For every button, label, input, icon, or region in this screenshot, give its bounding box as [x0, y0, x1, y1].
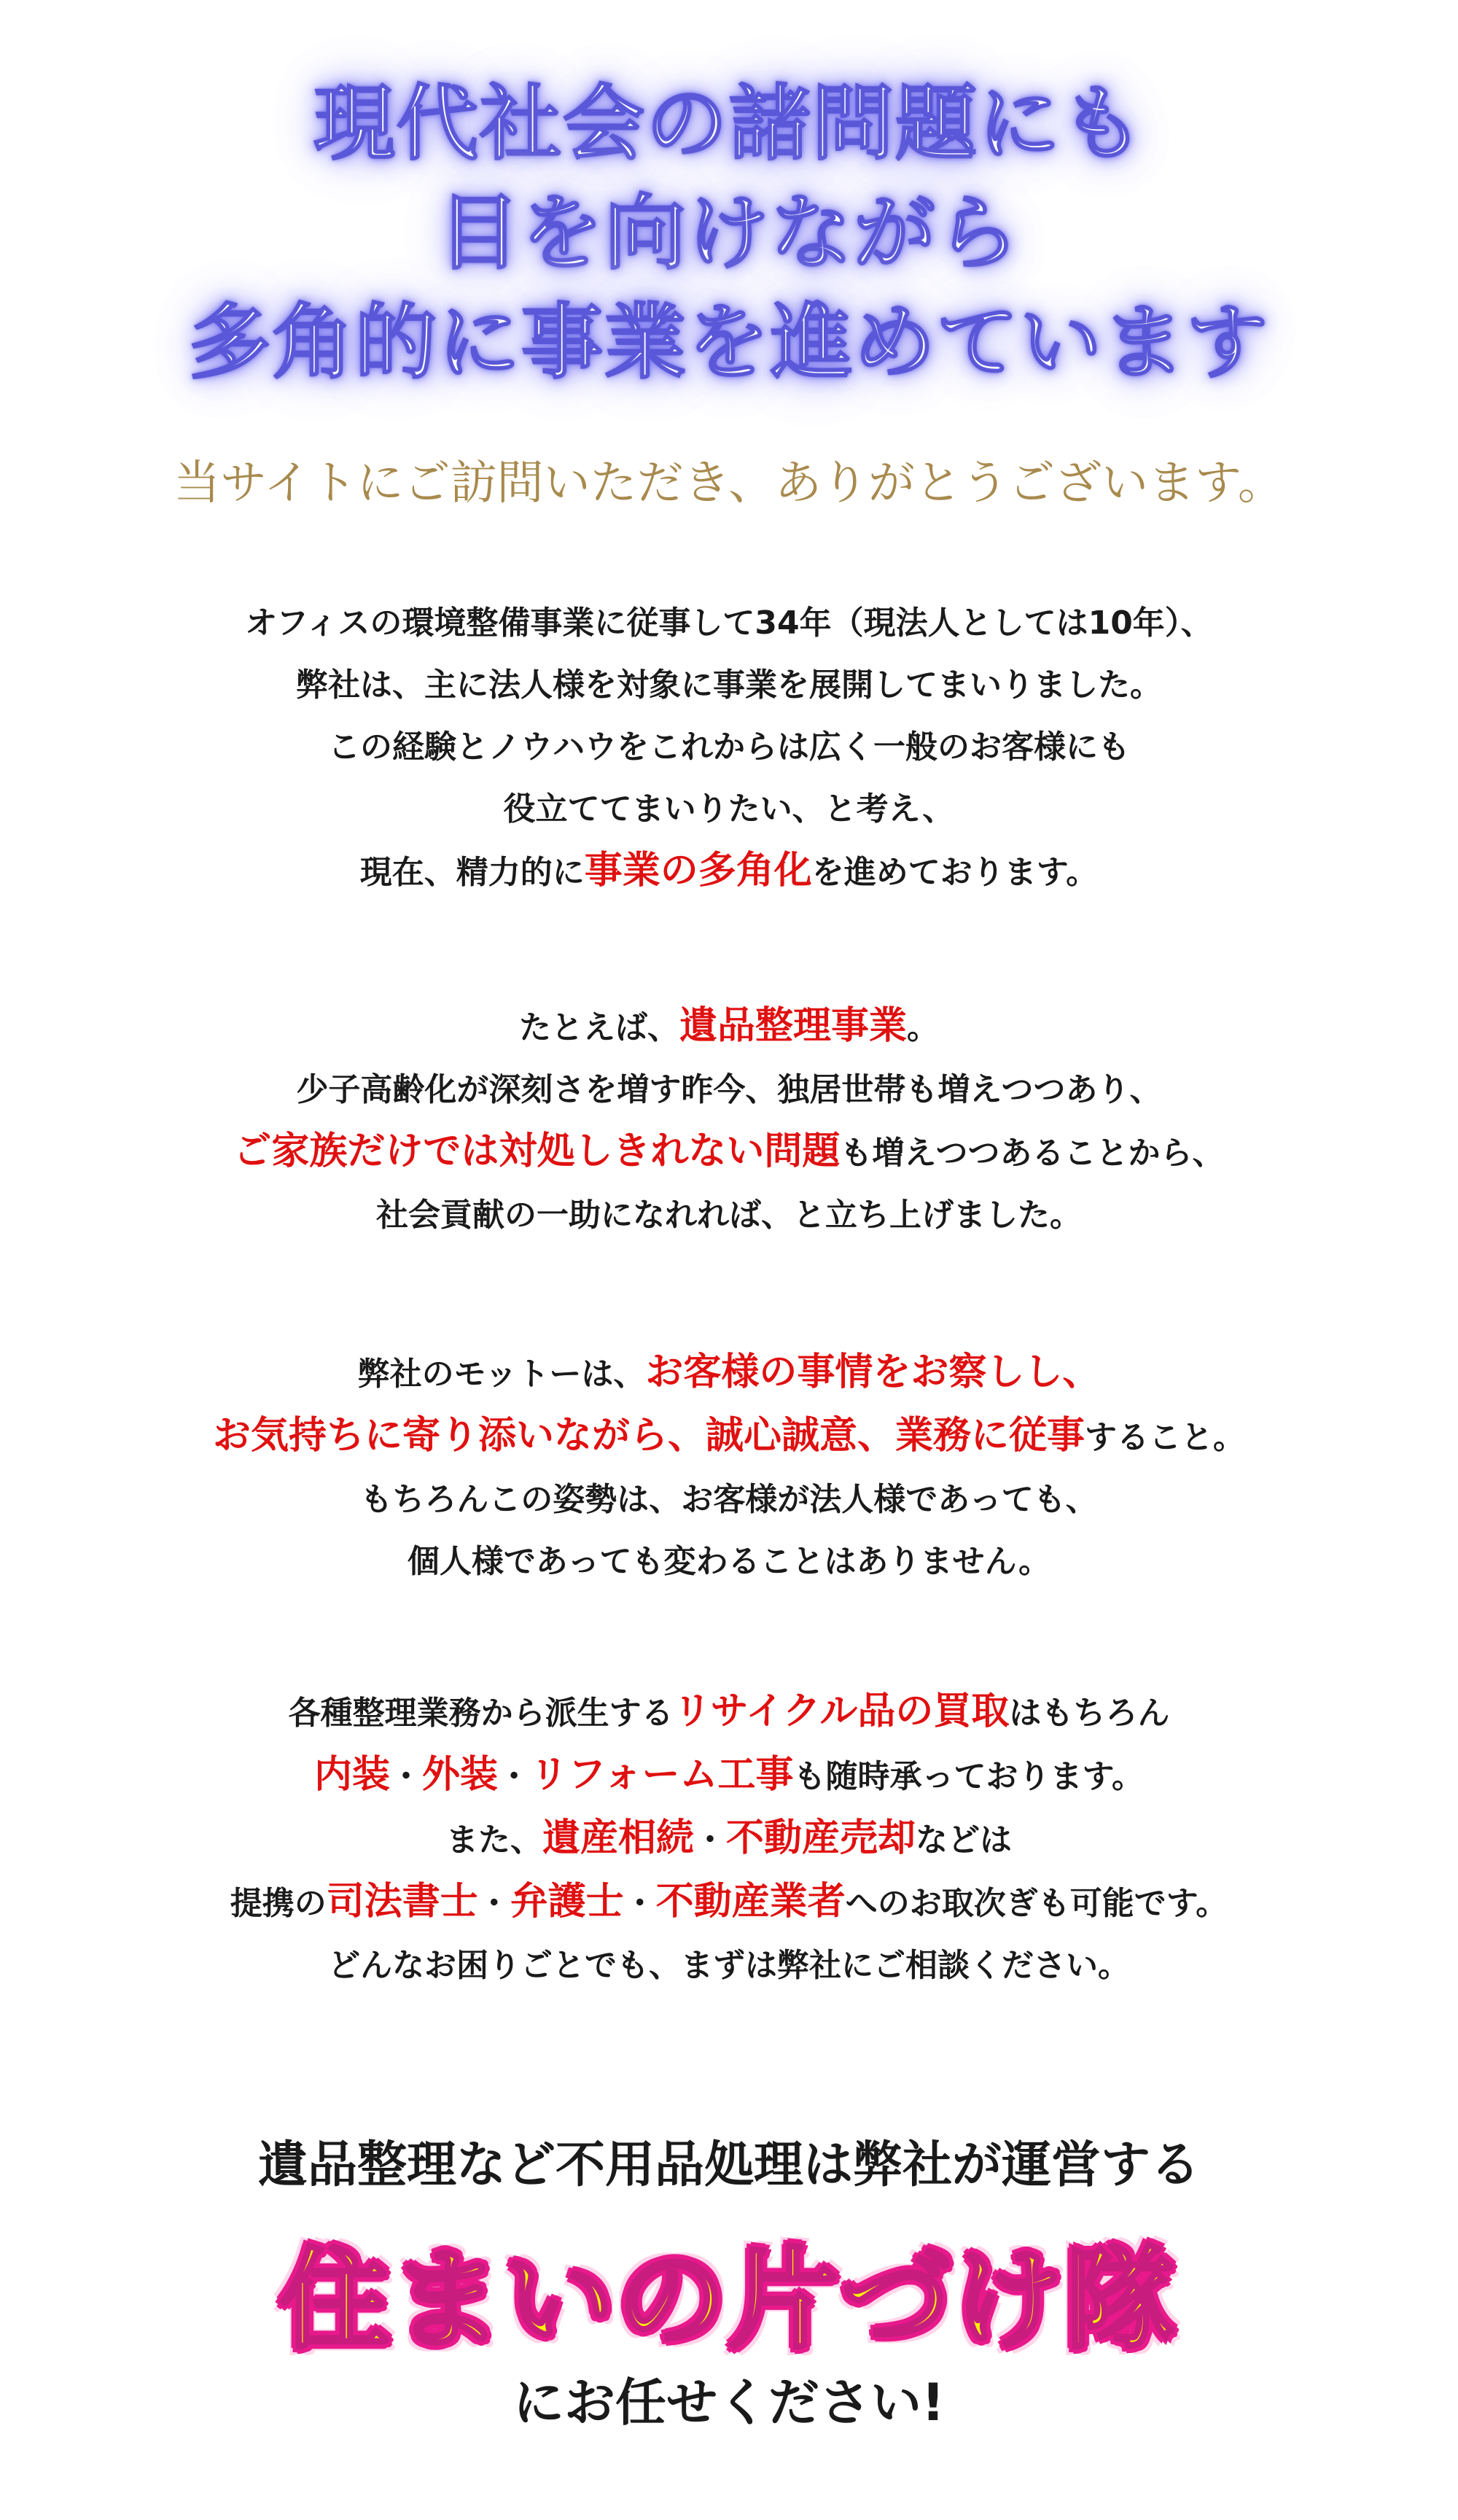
- paragraph-estate-clearing: [0, 995, 1458, 1246]
- body-line: 弊社は、主に法人様を対象に事業を展開してまいりました。: [296, 666, 1162, 704]
- highlight-real-estate-sale: 不動産売却: [726, 1816, 916, 1860]
- brand-wrap: [0, 2231, 1458, 2370]
- paragraph-motto: [0, 1342, 1458, 1592]
- highlight-motto-2: お気持ちに寄り添いながら、誠心誠意、業務に従事: [212, 1414, 1085, 1458]
- text-segment: また、: [445, 1821, 542, 1859]
- text-segment: 弊社のモットーは、: [357, 1356, 646, 1393]
- headline: [0, 69, 1458, 397]
- text-segment: 各種整理業務から派生する: [288, 1695, 674, 1732]
- text-segment: も増えつつあることから、: [840, 1135, 1225, 1172]
- closing-line-1: 遺品整理など不用品処理は弊社が運営する: [257, 2136, 1200, 2194]
- text-segment: はもちろん: [1009, 1695, 1170, 1732]
- separator: ・: [498, 1758, 531, 1795]
- text-segment: などは: [916, 1821, 1013, 1859]
- body-line: [0, 1342, 1458, 1405]
- highlight-diversification: 事業の多角化: [584, 849, 812, 892]
- body-line: オフィスの環境整備事業に従事して34年（現法人としては10年）、: [245, 604, 1213, 642]
- greeting-text: 当サイトにご訪問いただき、ありがとうございます。: [174, 456, 1284, 510]
- highlight-interior: 内装: [314, 1753, 391, 1797]
- body-line: [0, 1121, 1458, 1184]
- body-line: 個人様であっても変わることはありません。: [407, 1543, 1051, 1580]
- text-segment: すること。: [1085, 1419, 1245, 1456]
- body-line: [0, 995, 1458, 1059]
- headline-line-2: 目を向けながら: [438, 186, 1020, 281]
- body-line: もちろんこの姿勢は、お客様が法人様であっても、: [360, 1481, 1098, 1518]
- text-segment: へのお取次ぎも可能です。: [845, 1885, 1228, 1922]
- highlight-family-problems: ご家族だけでは対処しきれない問題: [233, 1129, 841, 1173]
- body-line: [0, 1405, 1458, 1469]
- text-segment: も随時承っております。: [793, 1758, 1144, 1795]
- separator: ・: [694, 1821, 726, 1859]
- closing-line-2: にお任せください!: [513, 2373, 945, 2432]
- headline-line-1: 現代社会の諸問題にも: [313, 77, 1145, 171]
- highlight-judicial-scrivener: 司法書士: [326, 1880, 478, 1924]
- body-line: [0, 1808, 1458, 1871]
- paragraph-business-history: [0, 592, 1458, 903]
- highlight-exterior: 外装: [422, 1753, 499, 1797]
- body-line: 役立ててまいりたい、と考え、: [503, 790, 955, 828]
- body-line: どんなお困りごとでも、まずは弊社にご相談ください。: [328, 1947, 1130, 1984]
- body-line: [0, 1681, 1458, 1744]
- separator: ・: [477, 1885, 510, 1922]
- paragraph-services: [0, 1681, 1458, 1996]
- body-line: [0, 840, 1458, 903]
- brand-logo-text: 住まいの片づけ隊: [279, 2237, 1178, 2364]
- body-line: [0, 1744, 1458, 1808]
- body-line: [0, 1871, 1458, 1934]
- text-segment: 現在、精力的に: [359, 854, 585, 891]
- highlight-estate-clearing: 遺品整理事業: [679, 1004, 907, 1048]
- highlight-reform: リフォーム工事: [530, 1753, 794, 1797]
- text-segment: たとえば、: [518, 1009, 679, 1046]
- highlight-inheritance: 遺産相続: [542, 1816, 694, 1860]
- text-segment: 。: [907, 1009, 939, 1046]
- separator: ・: [623, 1885, 656, 1922]
- highlight-motto-1: お客様の事情をお察しし、: [645, 1350, 1101, 1394]
- highlight-lawyer: 弁護士: [510, 1880, 624, 1924]
- body-line: 少子高齢化が深刻さを増す昨今、独居世帯も増えつつあり、: [296, 1071, 1162, 1108]
- headline-line-3: 多角的に事業を進めています: [189, 295, 1269, 390]
- highlight-recycle-purchase: リサイクル品の買取: [673, 1689, 1010, 1733]
- body-line: 社会貢献の一助になれれば、と立ち上げました。: [376, 1197, 1082, 1234]
- text-segment: 提携の: [230, 1885, 327, 1922]
- body-line: この経験とノウハウをこれからは広く一般のお客様にも: [328, 728, 1130, 766]
- highlight-real-estate-agent: 不動産業者: [655, 1880, 846, 1924]
- separator: ・: [390, 1758, 423, 1795]
- text-segment: を進めております。: [811, 854, 1099, 891]
